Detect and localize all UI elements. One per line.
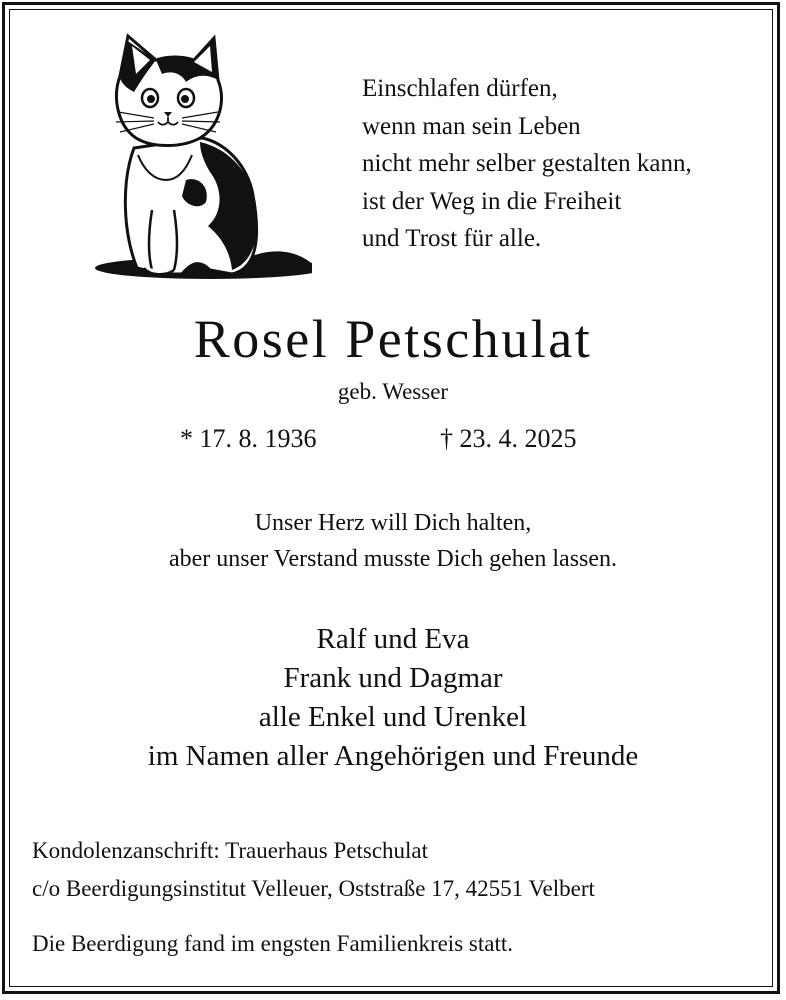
mourners — [0, 620, 786, 776]
death-date: † 23. 4. 2025 — [440, 424, 577, 453]
poem-line: ist der Weg in die Freiheit — [362, 187, 622, 215]
condolence-line: Kondolenzanschrift: Trauerhaus Petschulat — [32, 838, 429, 863]
mourner-line: Frank und Dagmar — [283, 662, 503, 694]
birth-name: geb. Wesser — [337, 379, 449, 404]
poem — [362, 70, 772, 258]
poem-line: wenn man sein Leben — [362, 112, 581, 140]
funeral-note: Die Beerdigung fand im engsten Familienkreis statt. — [32, 931, 513, 956]
condolence-address — [32, 832, 772, 908]
cat-icon — [82, 30, 312, 282]
poem-line: Einschlafen dürfen, — [362, 75, 558, 102]
poem-line: nicht mehr selber gestalten kann, — [362, 150, 692, 177]
quote-line: Unser Herz will Dich halten, — [254, 510, 532, 536]
quote-line: aber unser Verstand musste Dich gehen lassen. — [168, 546, 618, 572]
poem-line: und Trost für alle. — [362, 225, 542, 252]
mourner-line: alle Enkel und Urenkel — [258, 701, 528, 733]
birth-date: * 17. 8. 1936 — [180, 424, 317, 453]
mourner-line: Ralf und Eva — [316, 623, 470, 655]
mourner-line: im Namen aller Angehörigen und Freunde — [147, 740, 639, 772]
quote — [0, 505, 786, 577]
deceased-name: Rosel Petschulat — [193, 309, 593, 369]
condolence-line: c/o Beerdigungsinstitut Velleuer, Oststraße 17, 42551 Velbert — [32, 876, 595, 901]
